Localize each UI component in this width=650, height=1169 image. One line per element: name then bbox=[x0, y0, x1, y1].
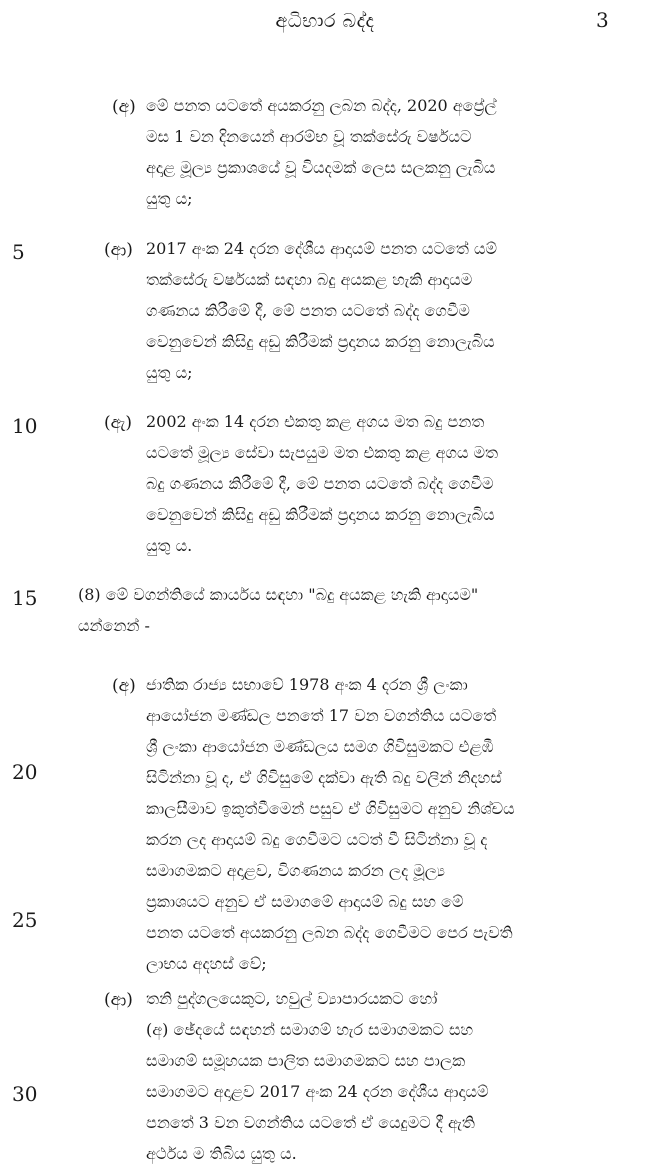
definition-aa-text bbox=[146, 983, 630, 1169]
clause-a-text bbox=[146, 90, 630, 214]
text-line: යුතු ය; bbox=[146, 189, 193, 208]
line-number-25: 25 bbox=[12, 908, 38, 932]
line-number-5: 5 bbox=[12, 240, 25, 264]
text-line: ජාතික රාජ්‍ය සභාවේ 1978 අංක 4 දරන ශ්‍රී ලංකා bbox=[146, 675, 468, 694]
line-number-20: 20 bbox=[12, 760, 38, 784]
text-line: සමාගමකට අදාළව, විගණනය කරන ලද මූල්‍ය bbox=[146, 861, 445, 880]
text-line: සමාගම් සමූහයක පාලිත සමාගමකට සහ පාලක bbox=[146, 1051, 466, 1070]
line-number-30: 30 bbox=[12, 1082, 38, 1106]
clause-aa-text bbox=[146, 233, 630, 388]
definition-aa-label: (ආ) bbox=[104, 990, 133, 1010]
clause-ae-text bbox=[146, 406, 630, 561]
text-line: (8) මේ වගන්තියේ කාර්යය සඳහා "බදු අයකළ හැකි ආදායම" bbox=[78, 585, 479, 604]
text-line: ප්‍රකාශයට අනුව ඒ සමාගමේ ආදායම් බදු සහ මේ bbox=[146, 892, 464, 911]
text-line: කාලසීමාව ඉකුත්වීමෙන් පසුව ඒ ගිවිසුමට අනුව නිශ්චය bbox=[146, 799, 515, 818]
text-line: ආයෝජන මණ්ඩල පනතේ 17 වන වගන්තිය යටතේ bbox=[146, 706, 497, 725]
text-line: වෙනුවෙන් කිසිදු අඩු කිරීමක් ප්‍රදානය කරනු නොලැබිය bbox=[146, 332, 495, 351]
text-line: ලාභය අදහස් වේ; bbox=[146, 954, 267, 973]
text-line: අදාළ මූල්‍ය ප්‍රකාශයේ වූ වියදමක් ලෙස සලකනු ලැබිය bbox=[146, 158, 496, 177]
text-line: යුතු ය. bbox=[146, 536, 193, 555]
text-line: ගණනය කිරීමේ දී, මේ පනත යටතේ බද්ද ගෙවීම bbox=[146, 301, 470, 320]
text-line: කරන ලද ආදායම් බදු ගෙවීමට යටත් වී සිටින්නා වූ ද bbox=[146, 830, 488, 849]
text-line: අර්ථය ම තිබිය යුතු ය. bbox=[146, 1144, 297, 1163]
text-line: තක්සේරු වර්ෂයක් සඳහා බදු අයකළ හැකි ආදායම bbox=[146, 270, 473, 289]
text-line: යුතු ය; bbox=[146, 363, 193, 382]
running-header: අධිභාර බද්ද bbox=[275, 10, 375, 32]
clause-a-label: (අ) bbox=[112, 97, 136, 117]
clause-aa-label: (ආ) bbox=[104, 240, 133, 260]
text-line: බදු ගණනය කිරීමේ දී, මේ පනත යටතේ බද්ද ගෙවීම bbox=[146, 474, 494, 493]
text-line: යටතේ මූල්‍ය සේවා සැපයුම මත එකතු කළ අගය මත bbox=[146, 443, 499, 462]
text-line: (අ) ඡේදයේ සඳහන් සමාගම් හැර සමාගමකට සහ bbox=[146, 1020, 474, 1039]
text-line: වෙනුවෙන් කිසිදු අඩු කිරීමක් ප්‍රදානය කරනු නොලැබිය bbox=[146, 505, 495, 524]
text-line: මේ පනත යටතේ අයකරනු ලබන බද්ද, 2020 අප්‍රේල් bbox=[146, 96, 497, 115]
clause-ae-label: (ඇ) bbox=[104, 413, 133, 433]
text-line: යන්නෙන් - bbox=[78, 616, 150, 635]
text-line: සිටින්නා වූ ද, ඒ ගිවිසුමේ දක්වා ඇති බදු වලින් නිදහස් bbox=[146, 768, 502, 787]
line-number-15: 15 bbox=[12, 586, 38, 610]
definition-a-text bbox=[146, 669, 630, 979]
text-line: තනි පුද්ගලයෙකුට, හවුල් ව්‍යාපාරයකට හෝ bbox=[146, 989, 438, 1008]
text-line: පනත යටතේ අයකරනු ලබන බද්ද ගෙවීමට පෙර පැවති bbox=[146, 923, 513, 942]
text-line: මස 1 වන දිනයෙන් ආරම්භ වූ තක්සේරු වර්ෂයට bbox=[146, 127, 472, 146]
text-line: 2017 අංක 24 දරන දේශීය ආදායම් පනත යටතේ යම් bbox=[146, 239, 497, 258]
definition-a-label: (අ) bbox=[112, 676, 136, 696]
text-line: 2002 අංක 14 දරන එකතු කළ අගය මත බදු පනත bbox=[146, 412, 485, 431]
text-line: පනතේ 3 වන වගන්තිය යටතේ ඒ යෙදුමට දී ඇති bbox=[146, 1113, 475, 1132]
line-number-10: 10 bbox=[12, 414, 38, 438]
text-line: සමාගමට අදාළව 2017 අංක 24 දරන දේශීය ආදායම් bbox=[146, 1082, 489, 1101]
page-number: 3 bbox=[596, 8, 609, 32]
text-line: ශ්‍රී ලංකා ආයෝජන මණ්ඩලය සමග ගිවිසුමකට එළඹී bbox=[146, 737, 494, 756]
subsection-8-text bbox=[78, 579, 630, 641]
